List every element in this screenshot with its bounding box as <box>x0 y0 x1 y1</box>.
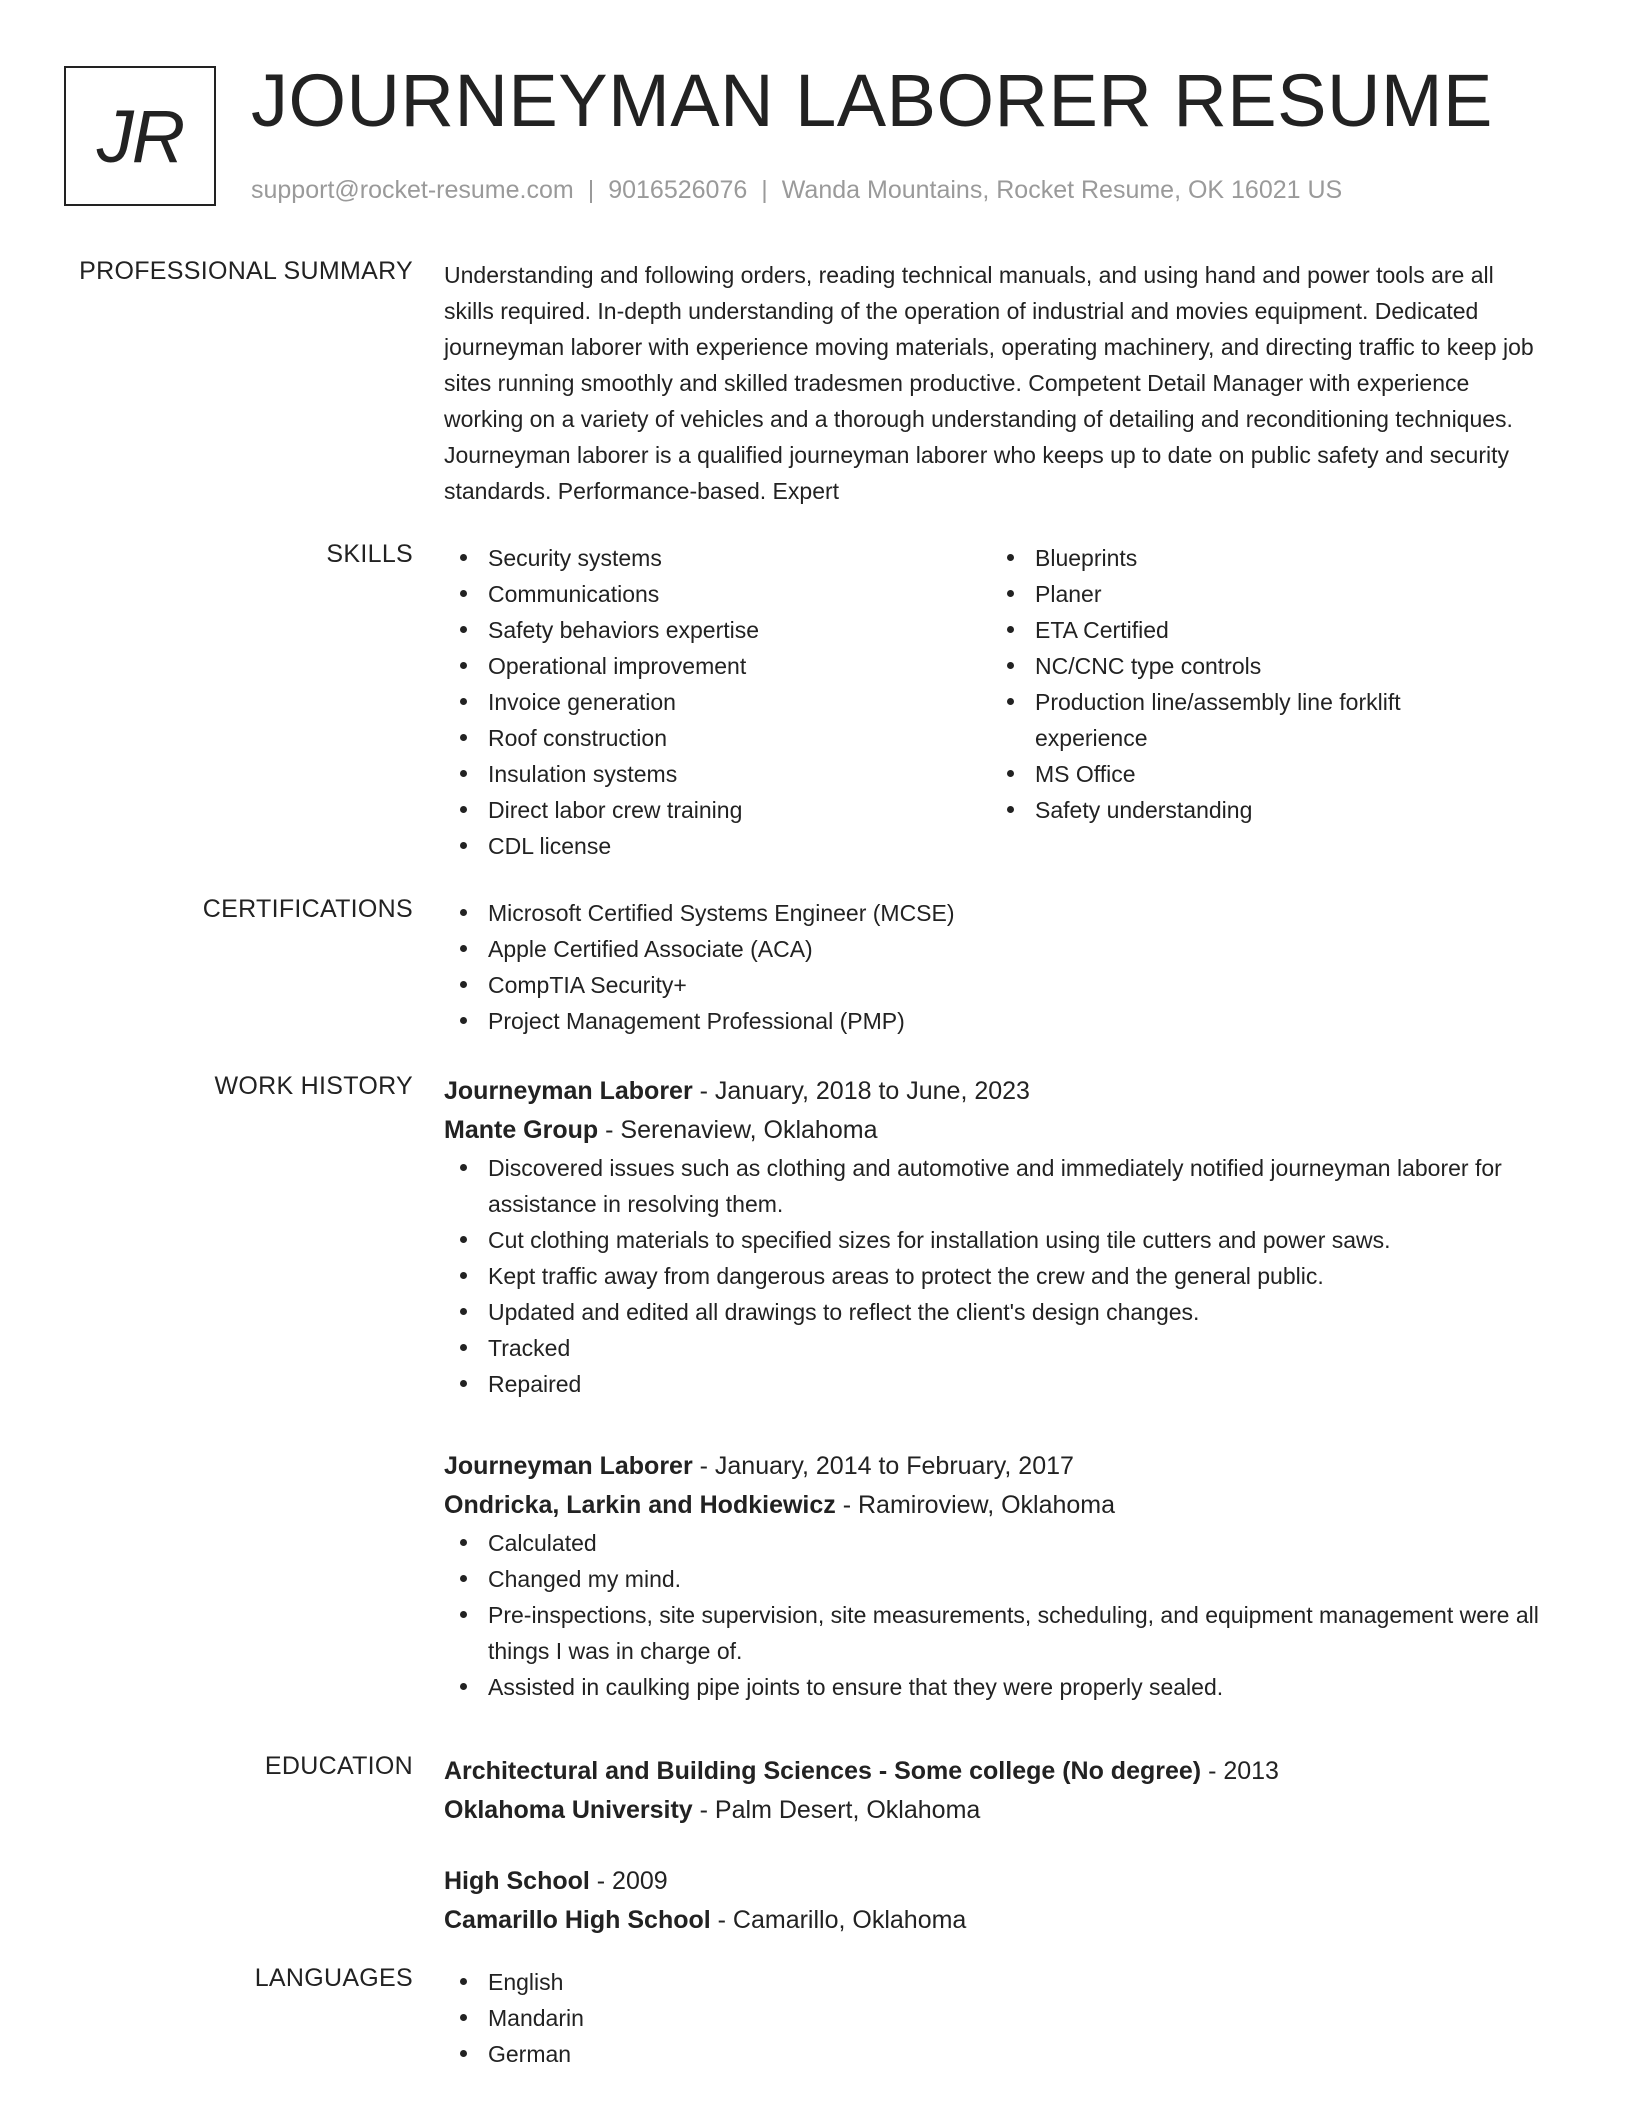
job-bullets <box>444 1525 1549 1705</box>
job-company: Ondricka, Larkin and Hodkiewicz <box>444 1491 836 1519</box>
skill-item: CDL license <box>444 828 991 864</box>
section-label: EDUCATION <box>264 1752 413 1780</box>
job-bullet: Discovered issues such as clothing and automotive and immediately notified journeyman laborer for assistance in resolving them. <box>444 1150 1549 1222</box>
education-school-line <box>444 1901 1549 1940</box>
job-dates: - January, 2018 to June, 2023 <box>692 1077 1030 1105</box>
section-body <box>444 895 1549 1039</box>
job-company-line <box>444 1486 1549 1525</box>
education-school: Oklahoma University <box>444 1796 693 1824</box>
job-bullet: Cut clothing materials to specified sizes for installation using tile cutters and power saws. <box>444 1222 1549 1258</box>
section-label: PROFESSIONAL SUMMARY <box>79 257 413 285</box>
job-company-line <box>444 1111 1549 1150</box>
skill-item: Production line/assembly line forklift experience <box>991 684 1421 756</box>
section-body <box>444 1752 1549 1830</box>
education-school: Camarillo High School <box>444 1906 711 1934</box>
job-location: - Ramiroview, Oklahoma <box>835 1491 1116 1519</box>
contact-address: Wanda Mountains, Rocket Resume, OK 16021 US <box>781 176 1343 204</box>
skill-item: Invoice generation <box>444 684 991 720</box>
job-company: Mante Group <box>444 1116 599 1144</box>
education-degree-line <box>444 1752 1549 1791</box>
contact-phone: 9016526076 <box>608 176 748 204</box>
summary-text: Understanding and following orders, reading technical manuals, and using hand and power tools are all skills required. In-depth understanding of the operation of industrial and movies equipment. Dedicated journeyman laborer with experience moving materials, operating machinery, and directing traffic to keep job sites running smoothly and skilled tradesmen productive. Competent Detail Manager with experience working on a variety of vehicles and a thorough understanding of detailing and reconditioning techniques. Journeyman laborer is a qualified journeyman laborer who keeps up to date on public safety and security standards. Performance-based. Expert <box>444 262 1534 504</box>
skill-item: Blueprints <box>991 540 1421 576</box>
languages-list <box>444 1964 1549 2072</box>
page-title: JOURNEYMAN LABORER RESUME <box>251 59 1493 142</box>
contact-separator: | <box>587 176 595 204</box>
job-location: - Serenaview, Oklahoma <box>598 1116 878 1144</box>
education-school-line <box>444 1791 1549 1830</box>
section-label: SKILLS <box>326 540 413 568</box>
contact-email: support@rocket-resume.com <box>251 176 574 204</box>
skills-list-col2 <box>991 540 1421 864</box>
job-bullets <box>444 1150 1549 1402</box>
section-label: LANGUAGES <box>254 1964 413 1992</box>
initials-monogram: JR <box>64 66 216 206</box>
skill-item: Security systems <box>444 540 991 576</box>
job-bullet: Pre-inspections, site supervision, site measurements, scheduling, and equipment management were all things I was in charge of. <box>444 1597 1549 1669</box>
skills-columns <box>444 540 1549 864</box>
education-entry <box>444 1862 1549 1940</box>
contact-line <box>251 176 1342 205</box>
language-item: English <box>444 1964 1549 2000</box>
section-body <box>444 1447 1549 1705</box>
job-entry <box>444 1072 1549 1402</box>
skill-item: Safety understanding <box>991 792 1421 828</box>
skill-item: MS Office <box>991 756 1421 792</box>
skill-item: Insulation systems <box>444 756 991 792</box>
skill-item: NC/CNC type controls <box>991 648 1421 684</box>
language-item: German <box>444 2036 1549 2072</box>
education-degree: Architectural and Building Sciences - Some college (No degree) <box>444 1757 1202 1785</box>
education-year: - 2009 <box>589 1867 668 1895</box>
certifications-list <box>444 895 1549 1039</box>
job-title: Journeyman Laborer <box>444 1452 693 1480</box>
certification-item: CompTIA Security+ <box>444 967 1549 1003</box>
job-bullet: Changed my mind. <box>444 1561 1549 1597</box>
skill-item: Planer <box>991 576 1421 612</box>
section-body <box>444 1964 1549 2072</box>
skill-item: Roof construction <box>444 720 991 756</box>
job-bullet: Repaired <box>444 1366 1549 1402</box>
job-title: Journeyman Laborer <box>444 1077 693 1105</box>
certification-item: Microsoft Certified Systems Engineer (MCSE) <box>444 895 1549 931</box>
skill-item: Safety behaviors expertise <box>444 612 991 648</box>
section-label: CERTIFICATIONS <box>202 895 413 923</box>
education-entry <box>444 1752 1549 1830</box>
certification-item: Apple Certified Associate (ACA) <box>444 931 1549 967</box>
job-title-line <box>444 1447 1549 1486</box>
skill-item: Direct labor crew training <box>444 792 991 828</box>
certification-item: Project Management Professional (PMP) <box>444 1003 1549 1039</box>
job-bullet: Calculated <box>444 1525 1549 1561</box>
job-bullet: Assisted in caulking pipe joints to ensure that they were properly sealed. <box>444 1669 1549 1705</box>
skills-list-col1 <box>444 540 991 864</box>
job-bullet: Updated and edited all drawings to reflect the client's design changes. <box>444 1294 1549 1330</box>
job-title-line <box>444 1072 1549 1111</box>
section-body <box>444 1862 1549 1940</box>
job-dates: - January, 2014 to February, 2017 <box>692 1452 1074 1480</box>
education-location: - Palm Desert, Oklahoma <box>692 1796 981 1824</box>
education-year: - 2013 <box>1201 1757 1279 1785</box>
job-bullet: Kept traffic away from dangerous areas to protect the crew and the general public. <box>444 1258 1549 1294</box>
job-entry <box>444 1447 1549 1705</box>
section-body <box>444 257 1549 509</box>
contact-separator: | <box>761 176 768 204</box>
section-label: WORK HISTORY <box>214 1072 413 1100</box>
skill-item: Communications <box>444 576 991 612</box>
education-degree-line <box>444 1862 1549 1901</box>
skill-item: ETA Certified <box>991 612 1421 648</box>
section-body <box>444 1072 1549 1402</box>
language-item: Mandarin <box>444 2000 1549 2036</box>
education-location: - Camarillo, Oklahoma <box>710 1906 967 1934</box>
skill-item: Operational improvement <box>444 648 991 684</box>
job-bullet: Tracked <box>444 1330 1549 1366</box>
education-degree: High School <box>444 1867 590 1895</box>
